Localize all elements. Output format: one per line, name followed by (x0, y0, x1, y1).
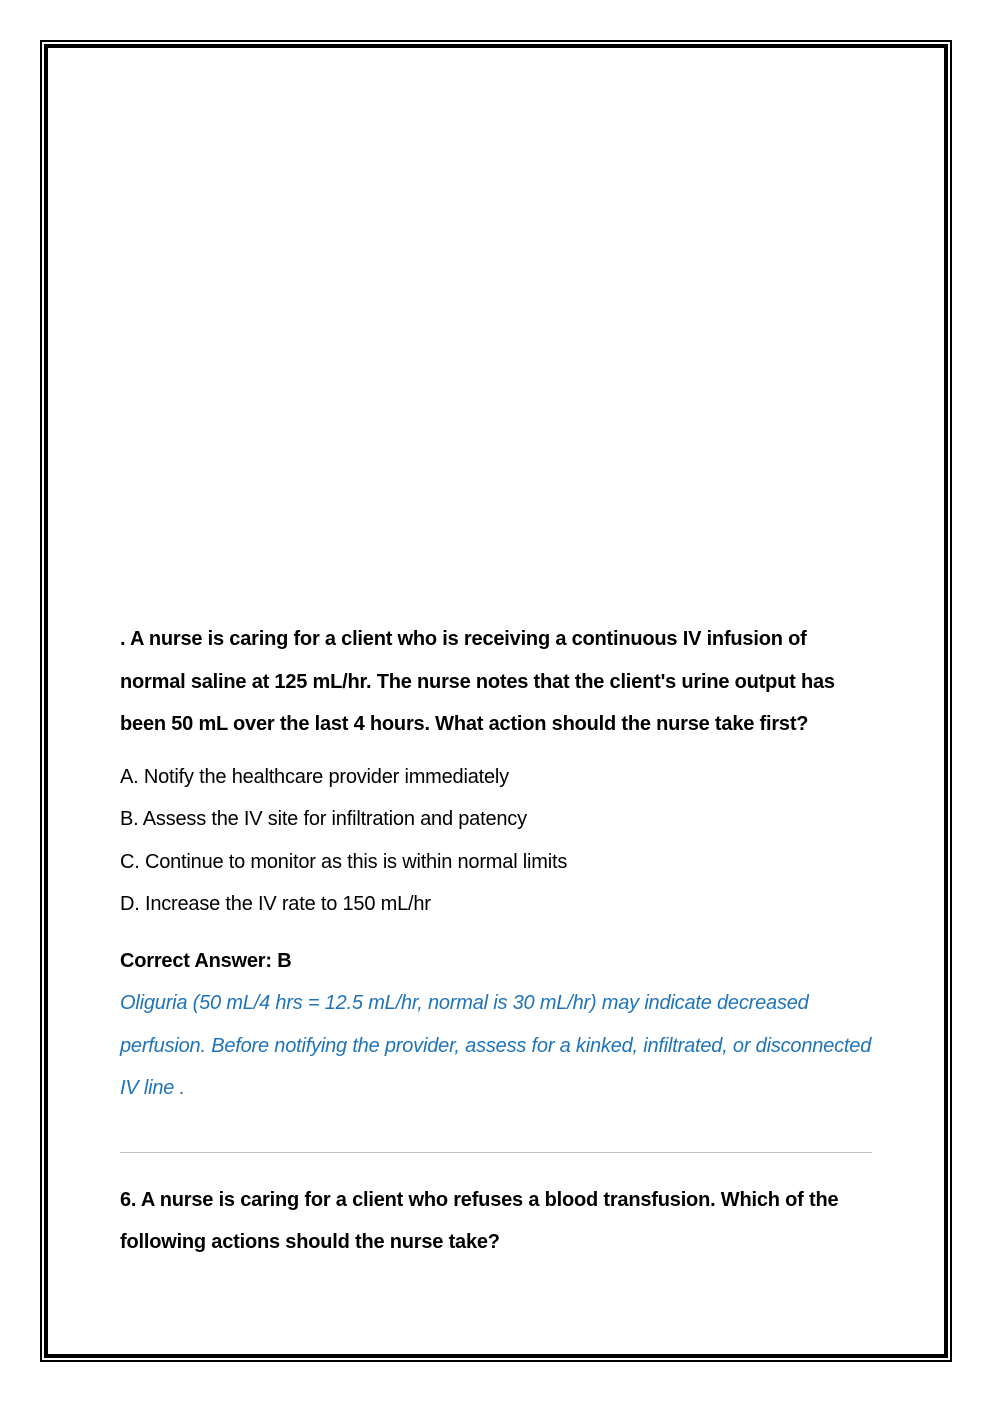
answer-explanation: Oliguria (50 mL/4 hrs = 12.5 mL/hr, normal is 30 mL/hr) may indicate decreased perfusion. Before notifying the provider, assess for a kinked, infiltrated, or disconnected IV line . (120, 992, 872, 1099)
question-text: . A nurse is caring for a client who is receiving a continuous IV infusion of normal saline at 125 mL/hr. The nurse notes that the client's urine output has been 50 mL over the last 4 hours. What action should the nurse take first? (120, 628, 835, 735)
section-divider (120, 1152, 872, 1153)
option-c: C. Continue to monitor as this is within normal limits (120, 850, 568, 873)
next-question-text: 6. A nurse is caring for a client who refuses a blood transfusion. Which of the following actions should the nurse take? (120, 1188, 839, 1253)
answer-options (120, 756, 875, 926)
correct-answer-label: Correct Answer: B (120, 949, 292, 972)
option-d: D. Increase the IV rate to 150 mL/hr (120, 893, 431, 915)
document-content (120, 618, 875, 1264)
option-a: A. Notify the healthcare provider immediately (120, 765, 509, 788)
option-b: B. Assess the IV site for infiltration and patency (120, 808, 527, 830)
